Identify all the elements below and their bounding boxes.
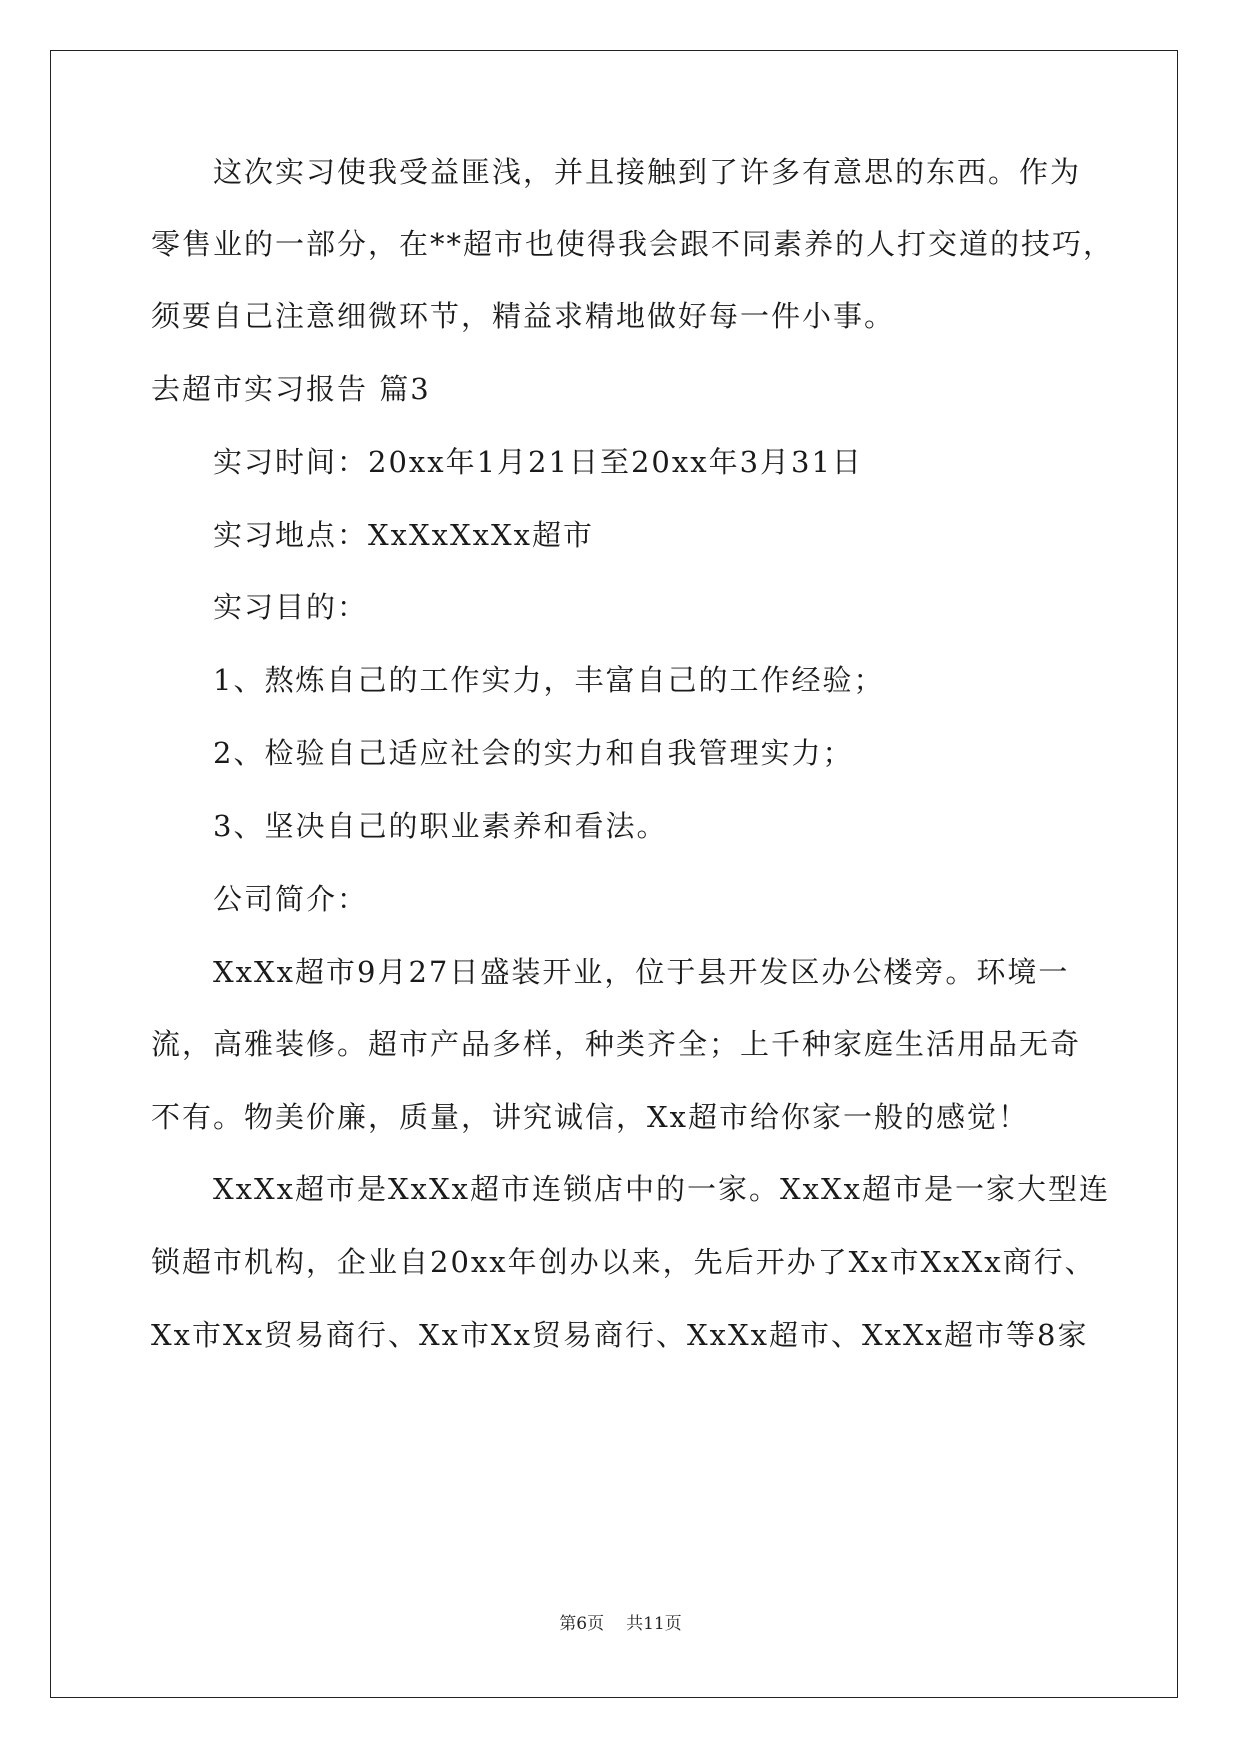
paragraph-line: 流，高雅装修。超市产品多样，种类齐全；上千种家庭生活用品无奇	[151, 1027, 1082, 1061]
paragraph-line: Xx市Xx贸易商行、Xx市Xx贸易商行、XxXx超市、XxXx超市等8家	[151, 1318, 1089, 1352]
page-number-current: 第6页	[559, 1614, 605, 1634]
list-item: 3、坚决自己的职业素养和看法。	[213, 809, 668, 843]
section-heading: 去超市实习报告 篇3	[151, 372, 431, 406]
paragraph-line: 实习目的：	[213, 590, 369, 624]
list-item: 1、熬炼自己的工作实力，丰富自己的工作经验；	[213, 663, 885, 697]
paragraph-line: 零售业的一部分，在**超市也使得我会跟不同素养的人打交道的技巧，	[151, 227, 1115, 261]
page-number-total: 共11页	[626, 1614, 682, 1634]
paragraph-line: XxXx超市9月27日盛装开业，位于县开发区办公楼旁。环境一	[213, 955, 1070, 989]
paragraph-line: 实习地点：XxXxXxXx超市	[213, 518, 595, 552]
list-item: 2、检验自己适应社会的实力和自我管理实力；	[213, 736, 854, 770]
paragraph-line: 不有。物美价廉，质量，讲究诚信，Xx超市给你家一般的感觉！	[151, 1100, 1030, 1134]
page-footer	[0, 1612, 1241, 1636]
paragraph-line: 锁超市机构，企业自20xx年创办以来，先后开办了Xx市XxXx商行、	[151, 1245, 1096, 1279]
paragraph-line: XxXx超市是XxXx超市连锁店中的一家。XxXx超市是一家大型连	[213, 1172, 1111, 1206]
paragraph-line: 这次实习使我受益匪浅，并且接触到了许多有意思的东西。作为	[213, 155, 1082, 189]
paragraph-line: 实习时间：20xx年1月21日至20xx年3月31日	[213, 445, 863, 479]
paragraph-line: 须要自己注意细微环节，精益求精地做好每一件小事。	[151, 299, 896, 333]
paragraph-line: 公司简介：	[213, 882, 369, 916]
